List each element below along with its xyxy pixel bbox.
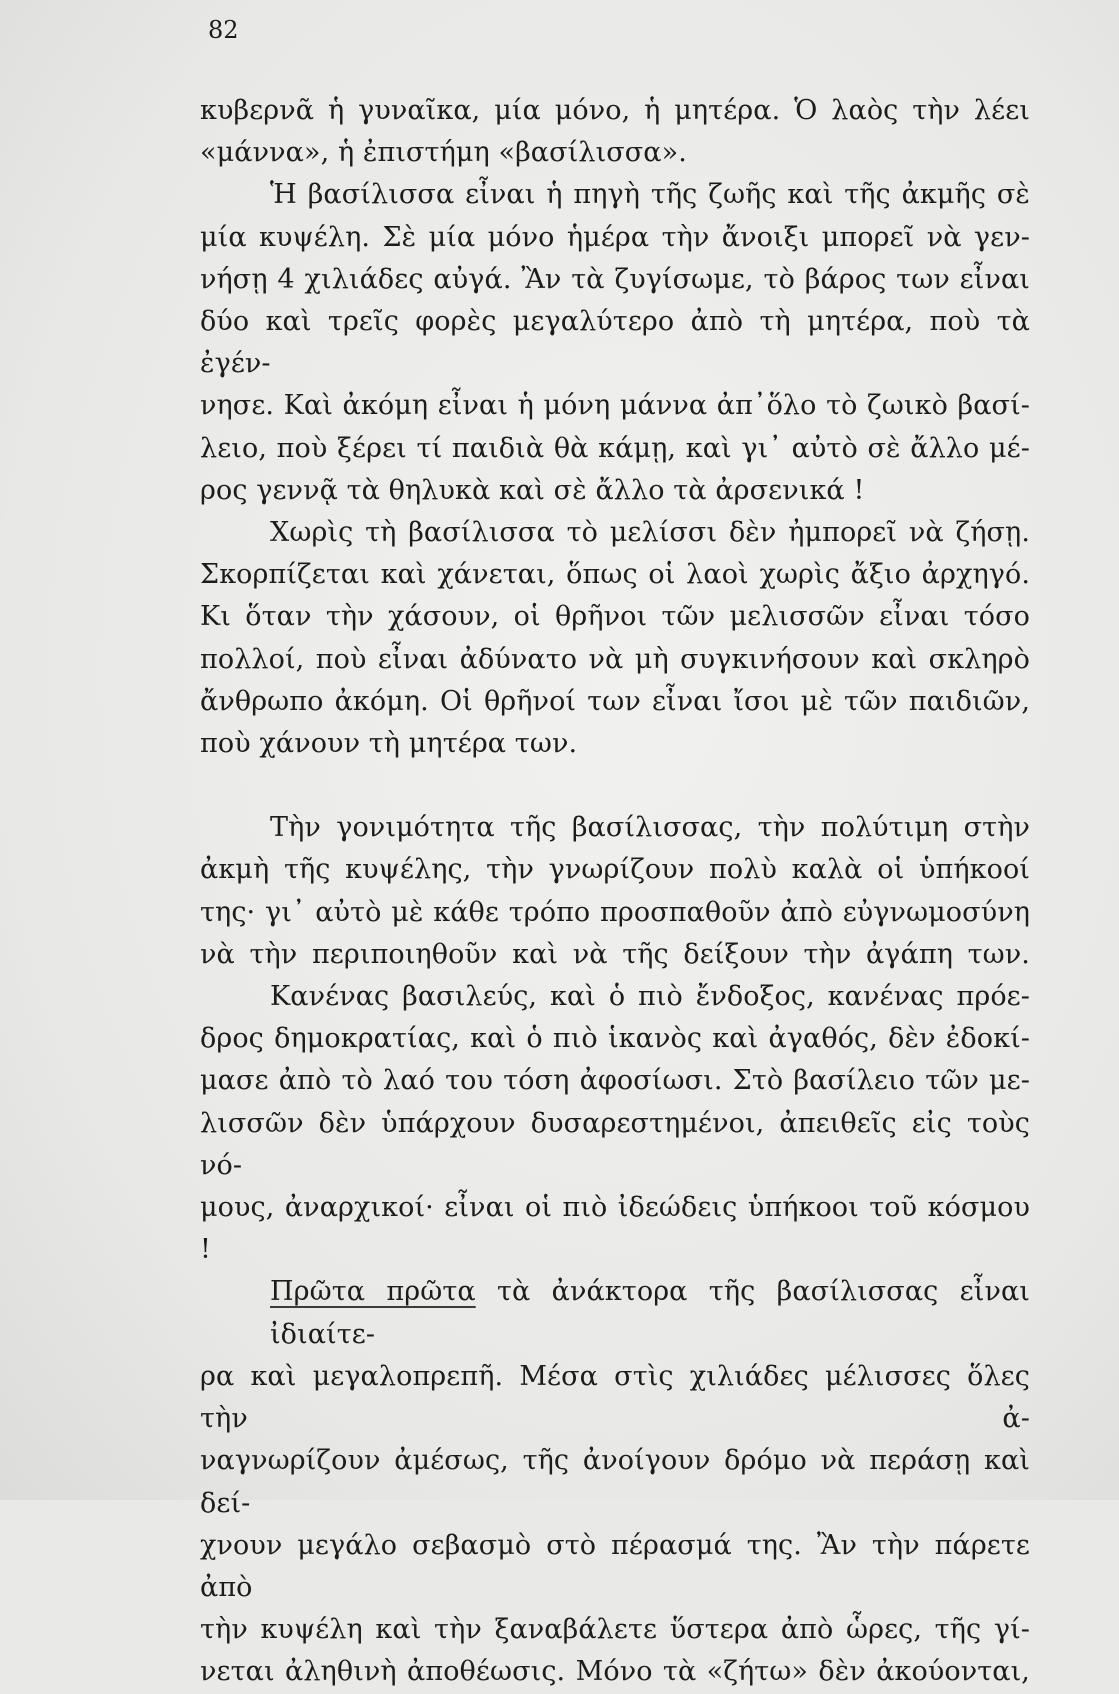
text-line: νὰ τὴν περιποιηθοῦν καὶ νὰ τῆς δείξουν τὴν ἀγάπη των. xyxy=(200,938,1030,970)
text-line: Τὴν γονιμότητα τῆς βασίλισσας, τὴν πολύτιμη στὴν xyxy=(270,812,1030,844)
paragraph-3 xyxy=(200,512,1030,765)
text-line: πολλοί, ποὺ εἶναι ἀδύνατο νὰ μὴ συγκινήσουν καὶ σκληρὸ xyxy=(200,643,1030,675)
text-line xyxy=(200,1271,1030,1355)
text-line: ἄνθρωπο ἀκόμη. Οἱ θρῆνοί των εἶναι ἴσοι μὲ τῶν παιδιῶν, xyxy=(200,685,1030,717)
paragraph-1 xyxy=(200,90,1030,174)
text-line: μασε ἀπὸ τὸ λαό του τόση ἀφοσίωσι. Στὸ βασίλειο τῶν με- xyxy=(200,1065,1030,1097)
text-line: Χωρὶς τὴ βασίλισσα τὸ μελίσσι δὲν ἠμπορεῖ νὰ ζήσῃ. xyxy=(270,517,1030,549)
text-line: ἀκμὴ τῆς κυψέλης, τὴν γνωρίζουν πολὺ καλὰ οἱ ὑπήκοοί xyxy=(200,854,1030,886)
text-line: ρος γεννᾷ τὰ θηλυκὰ καὶ σὲ ἄλλο τὰ ἀρσενικά ! xyxy=(200,474,865,506)
text-line: «μάννα», ἡ ἐπιστήμη «βασίλισσα». xyxy=(200,137,687,169)
text-line: Κανένας βασιλεύς, καὶ ὁ πιὸ ἔνδοξος, κανένας πρόε- xyxy=(270,981,1030,1013)
text-line: κυβερνᾶ ἡ γυναῖκα, μία μόνο, ἡ μητέρα. Ὁ λαὸς τὴν λέει xyxy=(200,95,1030,126)
text-line: ποὺ χάνουν τὴ μητέρα των. xyxy=(200,728,578,760)
paragraph-6 xyxy=(200,1271,1030,1693)
handwritten-underline-phrase: Πρῶτα πρῶτα xyxy=(270,1276,476,1308)
page-number: 82 xyxy=(208,16,239,44)
text-line: νησε. Καὶ ἀκόμη εἶναι ἡ μόνη μάννα ἀπ᾽ὅλο τὸ ζωικὸ βασί- xyxy=(200,390,1030,422)
text-line: δύο καὶ τρεῖς φορὲς μεγαλύτερο ἀπὸ τὴ μητέρα, ποὺ τὰ ἐγέν- xyxy=(200,306,1030,380)
text-line: νήσῃ 4 χιλιάδες αὐγά. Ἂν τὰ ζυγίσωμε, τὸ βάρος των εἶναι xyxy=(200,263,1030,295)
text-line: Κι ὅταν τὴν χάσουν, οἱ θρῆνοι τῶν μελισσῶν εἶναι τόσο xyxy=(200,601,1030,633)
paragraph-2 xyxy=(200,174,1030,512)
text-line: τὴν κυψέλη καὶ τὴν ξαναβάλετε ὕστερα ἀπὸ ὧρες, τῆς γί- xyxy=(200,1614,1030,1646)
text-line: Σκορπίζεται καὶ χάνεται, ὅπως οἱ λαοὶ χωρὶς ἄξιο ἀρχηγό. xyxy=(200,559,1030,591)
text-line-rest: τὰ ἀνάκτορα τῆς βασίλισσας εἶναι ἰδιαίτε- xyxy=(270,1276,1030,1350)
text-line: λισσῶν δὲν ὑπάρχουν δυσαρεστημένοι, ἀπειθεῖς εἰς τοὺς νό- xyxy=(200,1107,1030,1181)
text-line: νεται ἀληθινὴ ἀποθέωσις. Μόνο τὰ «ζήτω» δὲν ἀκούονται, xyxy=(200,1656,1030,1688)
text-line: ναγνωρίζουν ἀμέσως, τῆς ἀνοίγουν δρόμο νὰ περάσῃ καὶ δεί- xyxy=(200,1445,1030,1519)
paragraph-4 xyxy=(200,807,1030,976)
text-line: λειο, ποὺ ξέρει τί παιδιὰ θὰ κάμῃ, καὶ γι᾽ αὐτὸ σὲ ἄλλο μέ- xyxy=(200,432,1030,464)
body-text xyxy=(200,90,1030,1694)
paragraph-5 xyxy=(200,976,1030,1271)
text-line: Ἡ βασίλισσα εἶναι ἡ πηγὴ τῆς ζωῆς καὶ τῆς ἀκμῆς σὲ xyxy=(270,179,1030,211)
text-line: μία κυψέλη. Σὲ μία μόνο ἡμέρα τὴν ἄνοιξι μπορεῖ νὰ γεν- xyxy=(200,221,1030,253)
text-line: χνουν μεγάλο σεβασμὸ στὸ πέρασμά της. Ἂν τὴν πάρετε ἀπὸ xyxy=(200,1529,1030,1603)
text-line: της· γι᾽ αὐτὸ μὲ κάθε τρόπο προσπαθοῦν ἀπὸ εὐγνωμοσύνη xyxy=(200,896,1030,928)
text-line: μους, ἀναρχικοί· εἶναι οἱ πιὸ ἰδεώδεις ὑπήκοοι τοῦ κόσμου ! xyxy=(200,1192,1030,1266)
text-line: ρα καὶ μεγαλοπρεπῆ. Μέσα στὶς χιλιάδες μέλισσες ὅλες τὴν ἀ- xyxy=(200,1360,1030,1435)
text-line: δρος δημοκρατίας, καὶ ὁ πιὸ ἱκανὸς καὶ ἀγαθός, δὲν ἐδοκί- xyxy=(200,1023,1030,1055)
